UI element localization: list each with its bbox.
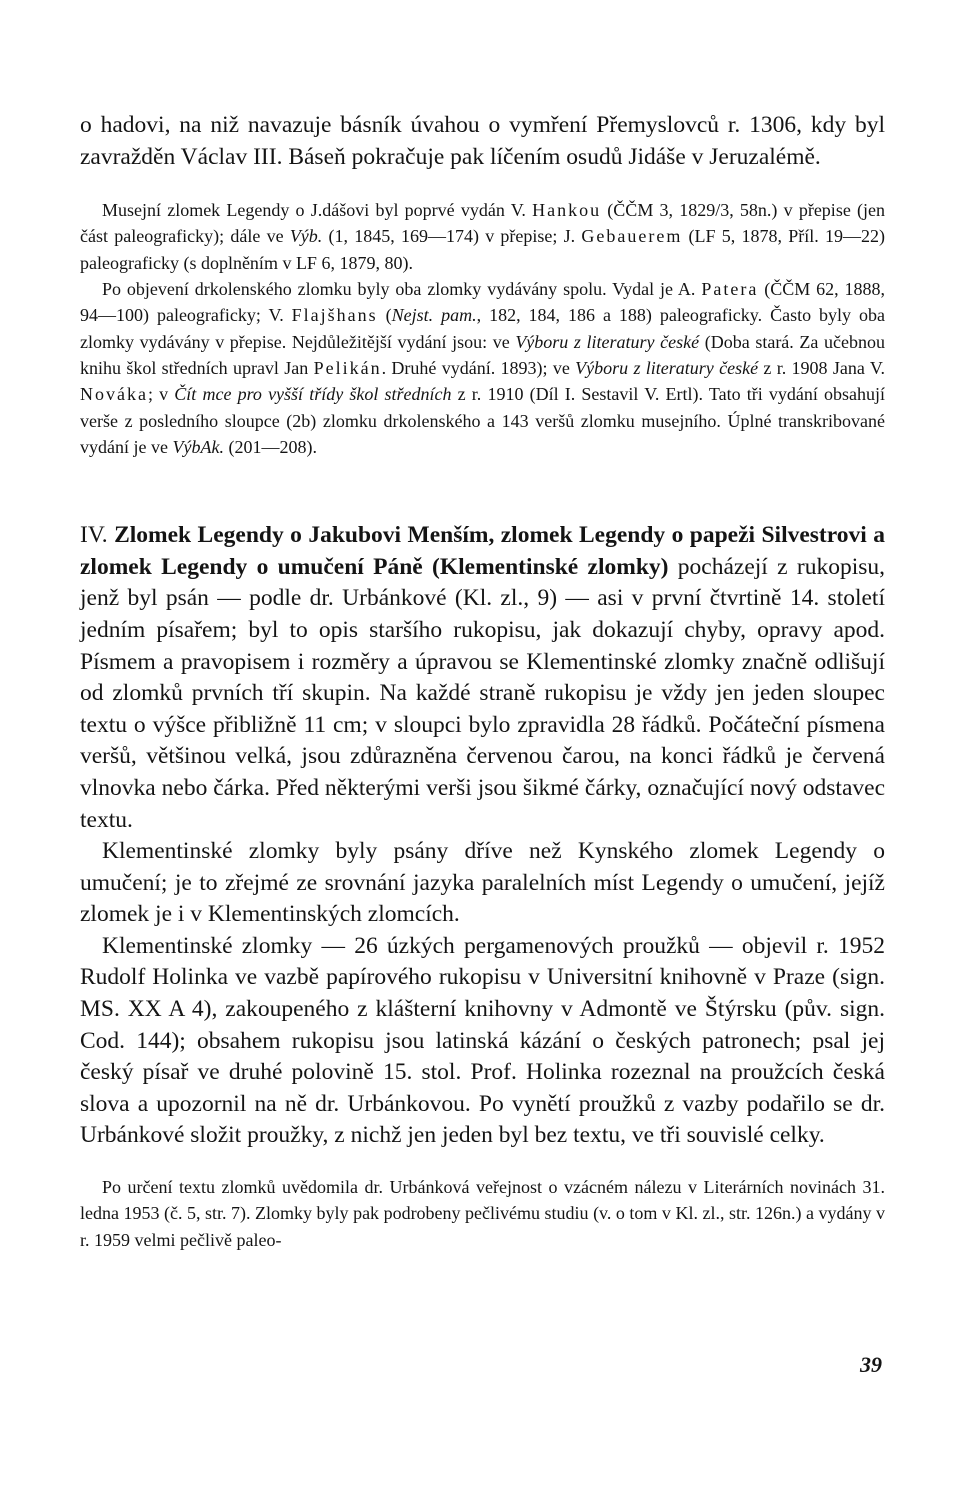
page-body bbox=[80, 110, 885, 1253]
note-text: ; v bbox=[147, 384, 175, 405]
note-text: (ČČM 62, 1888, 94—100) paleograficky; V. bbox=[80, 279, 886, 326]
section-heading-bold: Zlomek Legendy o Jakubovi Menším, zlomek Legendy o papeži Silvestrovi a zlomek Legendy o umučení Páně (Klementinské zlomky) bbox=[80, 522, 885, 580]
note-text: (ČČM 3, 1829/3, 58n.) v přepise (jen část paleograficky); dále ve bbox=[80, 200, 885, 247]
spaced-name: Patera bbox=[701, 279, 759, 300]
section-text: pocházejí z rukopisu, jenž byl psán — podle dr. Urbánkové (Kl. zl., 9) — asi v první čtvrtině 14. století jedním písařem; byl to opis staršího rukopisu, jak dokazují chyby, opravy apod. Písmem a pravopisem i rozměry a úpravou se Klementinské zlomky značně odlišují od zlomků prvních tří skupin. Na každé straně rukopisu je vždy jen jeden sloupec textu o výšce přibližně 11 cm; v sloupci bylo zpravidla 28 řádků. Počáteční písmena veršů, většinou velká, jsou zdůrazněna červenou čarou, na konci řádků je červená vlnovka nebo čárka. Před některými verši jsou šikmé čárky, označující nový odstavec textu. bbox=[80, 553, 885, 833]
note-text: (1, 1845, 169—174) v přepise; J. bbox=[322, 226, 582, 247]
spaced-name: Flajšhans bbox=[291, 305, 378, 326]
italic-title: Výb. bbox=[289, 226, 323, 247]
note-later-editions bbox=[80, 276, 885, 460]
italic-title: Výboru z literatury české bbox=[575, 357, 759, 378]
note-text: , 182, 184, 186 a 188) paleograficky. Často byly oba zlomky vydávány v přepise. Nejdůležitější vydání jsou: ve bbox=[80, 305, 885, 352]
note-text: z r. 1910 (Díl I. Sestavil V. Ertl). Tato tři vydání obsahují verše z posledního sloupce (2b) zlomku drkolenského a 143 veršů zlomku musejního. Úplné transkribované vydání je ve bbox=[80, 384, 886, 457]
spaced-name: Gebauerem bbox=[581, 226, 683, 247]
paragraph-intro: o hadovi, na niž navazuje básník úvahou o vymření Přemyslovců r. 1306, kdy byl zavražděn Václav III. Báseň pokračuje pak líčením osudů Jidáše v Jeruzalémě. bbox=[80, 112, 885, 170]
note-text: . Druhé vydání. 1893); ve bbox=[381, 357, 576, 378]
note-text: Musejní zlomek Legendy o J.dášovi byl poprvé vydán V. bbox=[102, 200, 533, 221]
note-text: (Doba stará. Za učebnou knihu škol středních upravl Jan bbox=[80, 331, 885, 378]
note-text: z r. 1908 Jana V. bbox=[758, 357, 886, 378]
spaced-name: Nováka bbox=[80, 384, 148, 405]
spaced-name: Hankou bbox=[532, 200, 602, 221]
note-text: (LF 5, 1878, Příl. 19—22) paleograficky (s doplněním v LF 6, 1879, 80). bbox=[80, 226, 885, 273]
note-first-edition bbox=[80, 197, 885, 276]
italic-title: Nejst. pam. bbox=[391, 305, 477, 326]
italic-title: VýbAk. bbox=[172, 436, 224, 457]
footnote-publication: Po určení textu zlomků uvědomila dr. Urbánková veřejnost o vzácném nálezu v Literárních novinách 31. ledna 1953 (č. 5, str. 7). Zlomky byly pak podrobeny pečlivému studiu (v. o tom v Kl. zl., str. 126n.) a vydány v r. 1959 velmi pečlivě paleo- bbox=[80, 1177, 885, 1250]
note-text: (201—208). bbox=[223, 436, 317, 457]
page-number: 39 bbox=[860, 1352, 882, 1377]
paragraph-discovery: Klementinské zlomky — 26 úzkých pergamenových proužků — objevil r. 1952 Rudolf Holinka ve vazbě papírového rukopisu v Universitní knihovně v Praze (sign. MS. XX A 4), zakoupeného z klášterní knihovny v Admontě ve Štýrsku (pův. sign. Cod. 144); obsahem rukopisu jsou latinská kázání o českých patronech; psal jej český písař ve druhé polovině 15. stol. Prof. Holinka rozeznal na proužcích česká slova a upozornil na ně dr. Urbánkovou. Po vynětí proužků z vazby podařilo se dr. Urbánkové složit proužky, z nichž jen jeden byl bez textu, ve tři souvislé celky. bbox=[80, 932, 885, 1149]
italic-title: Výboru z literatury české bbox=[515, 331, 700, 352]
note-text: Po objevení drkolenského zlomku byly oba zlomky vydávány spolu. Vydal je A. bbox=[102, 279, 702, 300]
spaced-name: Pelikán bbox=[313, 357, 382, 378]
paragraph-dating: Klementinské zlomky byly psány dříve než Kynského zlomek Legendy o umučení; je to zřejmé ze srovnání jazyka paralelních míst Legendy o umučení, jejíž zlomek je i v Klementinských zlomcích. bbox=[80, 838, 885, 928]
section-iv-paragraph bbox=[80, 520, 885, 836]
section-number: IV. bbox=[80, 522, 115, 549]
note-text: ( bbox=[377, 305, 392, 326]
italic-title: Čít mce pro vyšší třídy škol středních bbox=[174, 384, 452, 405]
